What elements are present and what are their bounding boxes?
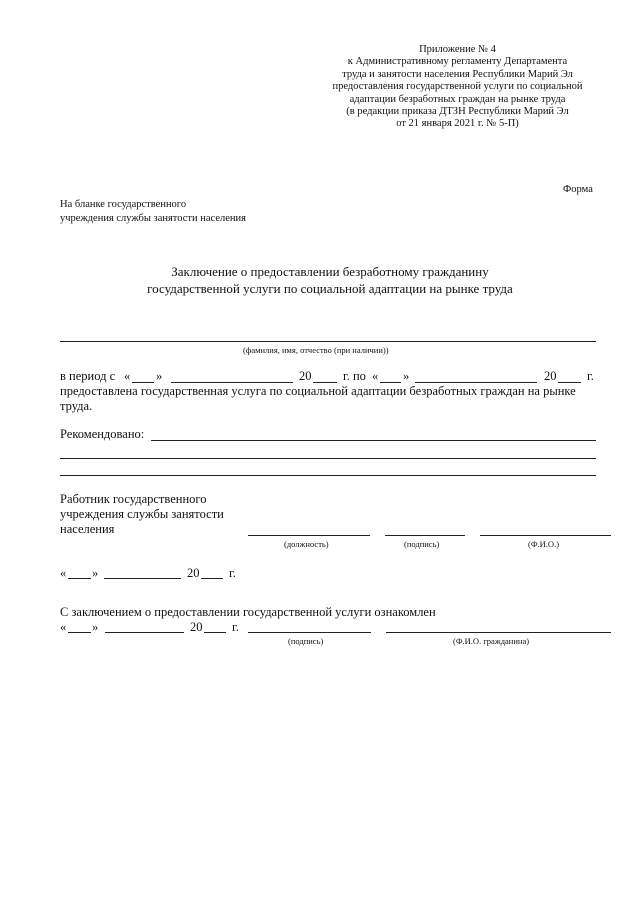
position-caption: (должность): [284, 539, 329, 549]
year-prefix: 20: [187, 566, 200, 580]
worker-label-line: учреждения службы занятости: [60, 507, 224, 521]
header-line: адаптации безработных граждан на рынке труда: [349, 93, 566, 105]
acq-name-line[interactable]: [386, 632, 611, 633]
start-year-blank[interactable]: [313, 382, 337, 383]
year-prefix: 20: [299, 369, 312, 383]
blank-note-line: На бланке государственного: [60, 199, 187, 210]
acq-signature-line[interactable]: [248, 632, 371, 633]
blank-note-line: учреждения службы занятости населения: [60, 212, 246, 224]
header-line: Приложение № 4: [419, 44, 496, 55]
year-suffix: г.: [587, 369, 594, 383]
start-month-blank[interactable]: [171, 382, 293, 383]
header-line: от 21 января 2021 г. № 5-П): [396, 118, 519, 130]
end-day-blank[interactable]: [380, 382, 401, 383]
title-line: Заключение о предоставлении безработному гражданину: [171, 264, 489, 279]
forma-label: Форма: [563, 184, 593, 195]
close-quote: »: [92, 620, 99, 634]
date-day-blank[interactable]: [68, 578, 91, 579]
close-quote: »: [92, 566, 99, 580]
appendix-header: [300, 44, 615, 131]
year-prefix: 20: [544, 369, 557, 383]
recommended-line[interactable]: [60, 458, 596, 459]
fio-line: [60, 341, 596, 342]
close-quote: »: [403, 369, 410, 383]
year-suffix: г.: [229, 566, 236, 580]
year-suffix: г.: [232, 620, 239, 634]
name-line[interactable]: [480, 535, 611, 536]
title-line: государственной услуги по социальной адаптации на рынке труда: [147, 281, 513, 296]
signature-line[interactable]: [385, 535, 465, 536]
recommended-label: Рекомендовано:: [60, 427, 145, 441]
header-line: (в редакции приказа ДТЗН Республики Марий Эл: [346, 106, 569, 118]
acquainted-text: С заключением о предоставлении государственной услуги ознакомлен: [60, 605, 436, 619]
header-line: к Административному регламенту Департамента: [347, 56, 568, 68]
date-month-blank[interactable]: [104, 578, 181, 579]
date-year-blank[interactable]: [201, 578, 223, 579]
worker-label-line: Работник государственного: [60, 492, 207, 506]
worker-label-line: населения: [60, 522, 115, 536]
header-line: предоставления государственной услуги по социальной: [332, 81, 583, 93]
acq-day-blank[interactable]: [68, 632, 91, 633]
recommended-line[interactable]: [60, 475, 596, 476]
open-quote: «: [124, 369, 131, 383]
recommended-line[interactable]: [151, 440, 596, 441]
end-month-blank[interactable]: [415, 382, 537, 383]
period-prefix: в период с: [60, 369, 116, 383]
end-year-blank[interactable]: [558, 382, 581, 383]
position-line[interactable]: [248, 535, 370, 536]
header-line: труда и занятости населения Республики Марий Эл: [342, 68, 573, 80]
document-title: [60, 263, 600, 297]
open-quote: «: [60, 566, 67, 580]
acq-year-blank[interactable]: [204, 632, 226, 633]
worker-label: [60, 492, 224, 537]
name-caption: (Ф.И.О.): [528, 539, 560, 549]
open-quote: «: [372, 369, 379, 383]
acq-signature-caption: (подпись): [288, 636, 324, 646]
acq-month-blank[interactable]: [105, 632, 184, 633]
blank-note: [60, 198, 246, 225]
year-prefix: 20: [190, 620, 203, 634]
signature-caption: (подпись): [404, 539, 440, 549]
period-text-line: предоставлена государственная услуга по социальной адаптации безработных граждан на рынке: [60, 384, 576, 398]
fio-caption: (фамилия, имя, отчество (при наличии)): [243, 345, 389, 355]
period-text-line: труда.: [60, 399, 93, 413]
start-day-blank[interactable]: [132, 382, 154, 383]
period-by: г. по: [343, 369, 366, 383]
open-quote: «: [60, 620, 67, 634]
acq-name-caption: (Ф.И.О. гражданина): [453, 636, 530, 646]
close-quote: »: [156, 369, 163, 383]
